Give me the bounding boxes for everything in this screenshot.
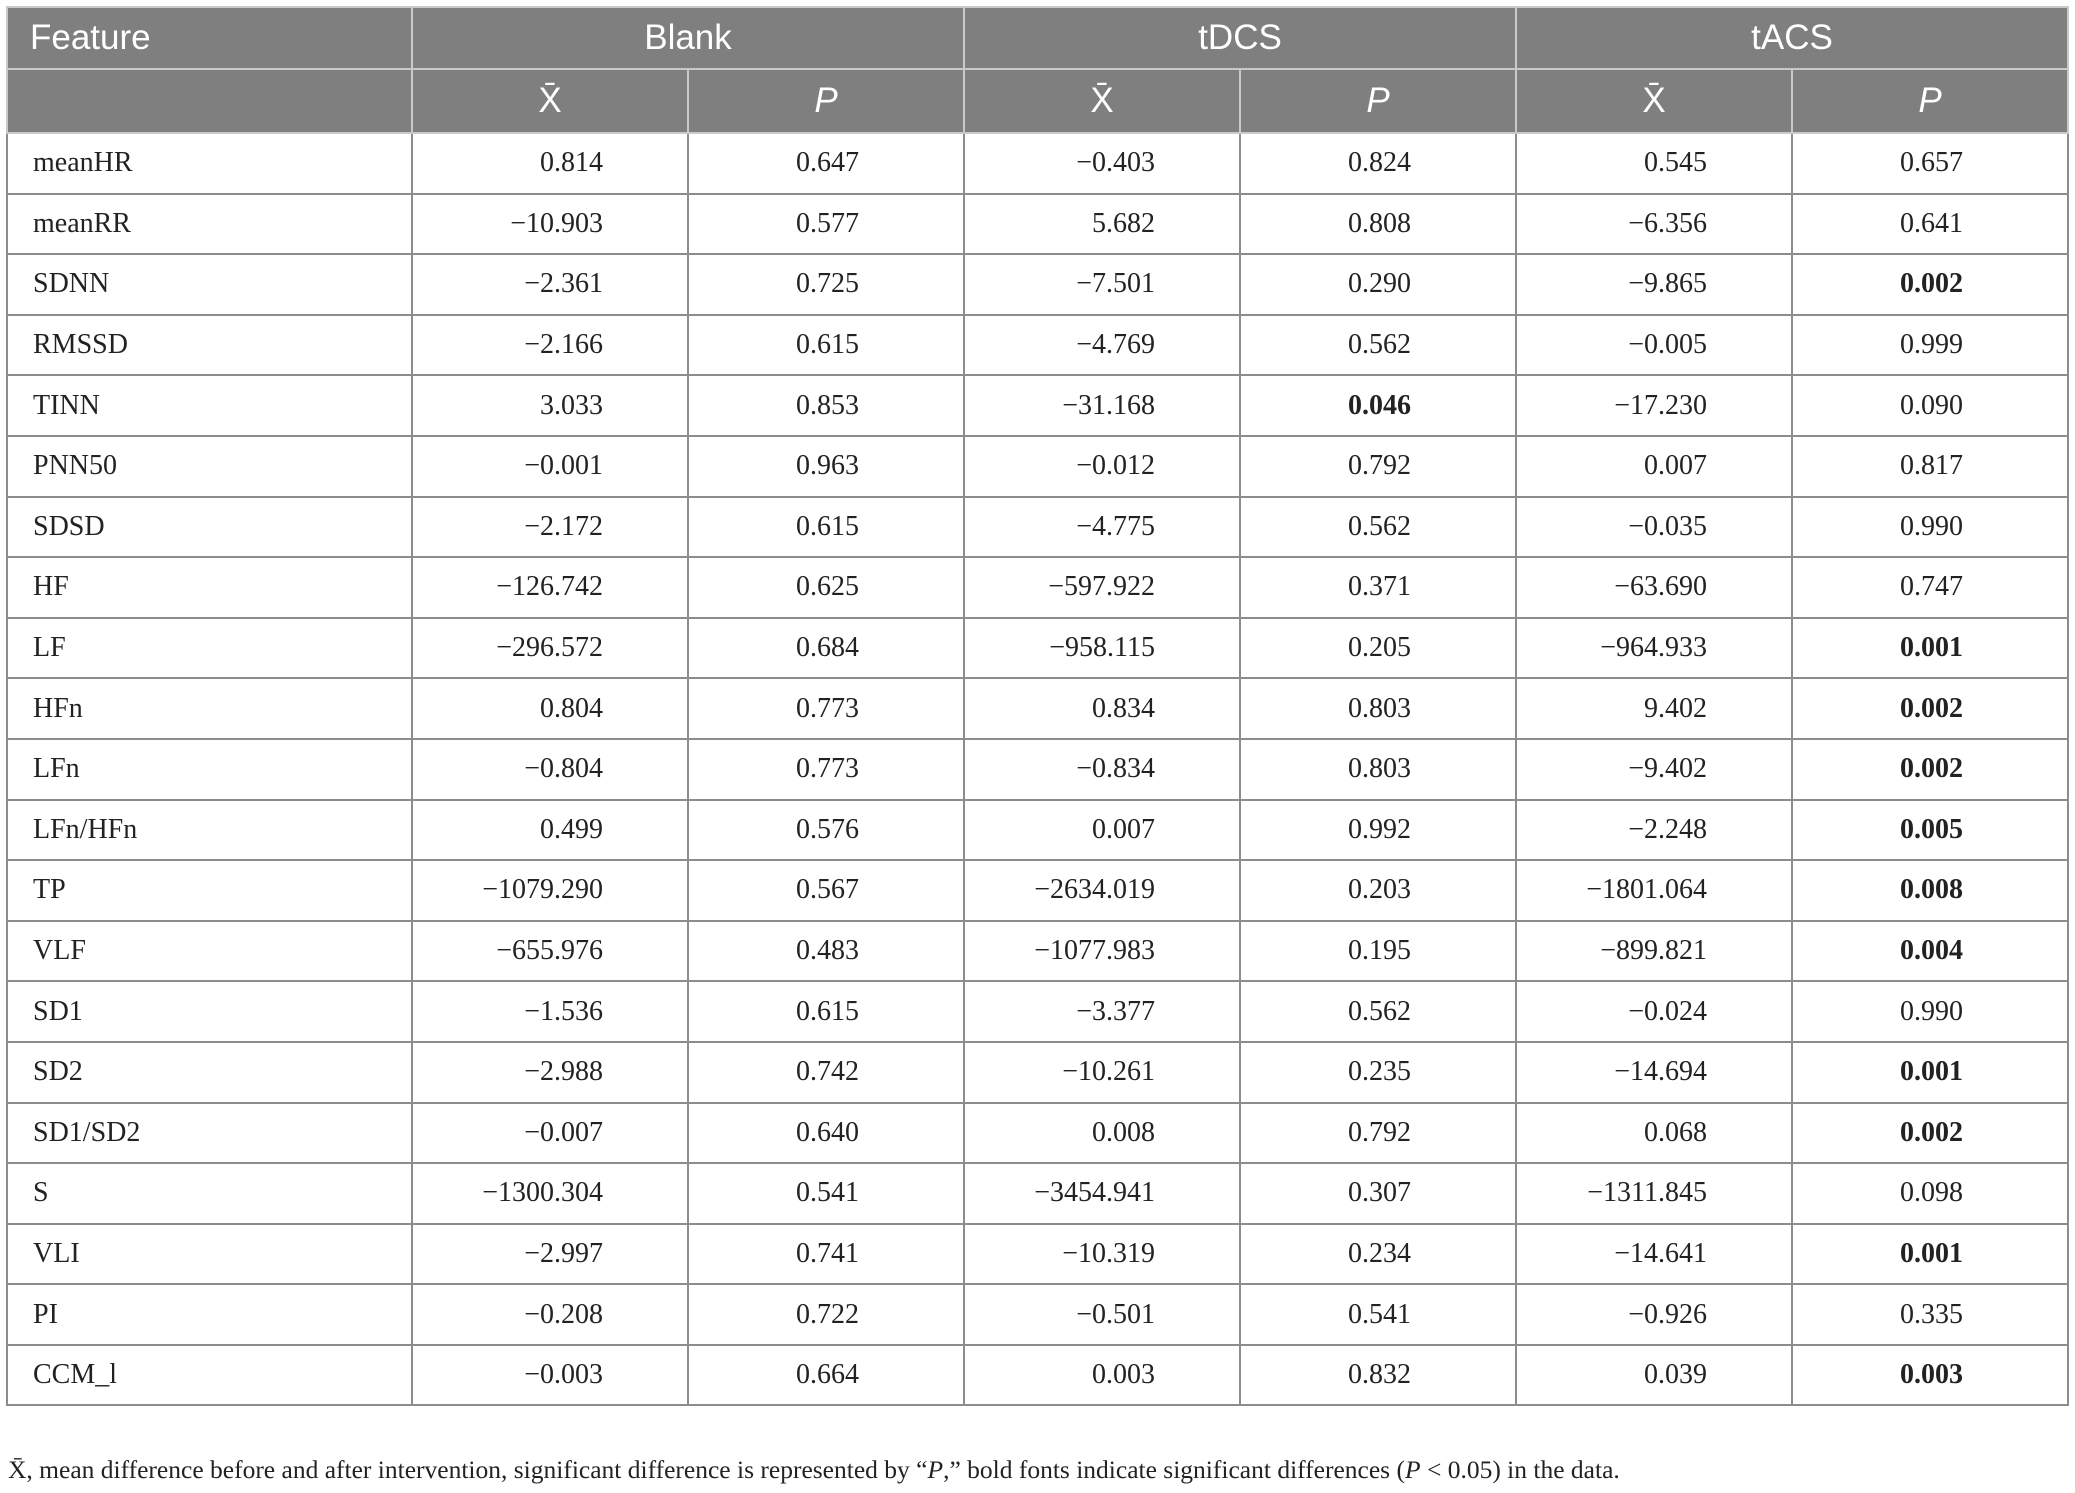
table-row	[7, 557, 2068, 618]
p-value-cell-blank: 0.625	[688, 557, 964, 618]
mean-diff-cell-blank: −2.988	[412, 1042, 688, 1103]
table-row	[7, 254, 2068, 315]
feature-cell: S	[7, 1163, 412, 1224]
p-value-cell-tdcs: 0.195	[1240, 921, 1516, 982]
mean-diff-cell-tacs: −14.694	[1516, 1042, 1792, 1103]
mean-diff-cell-blank: 0.814	[412, 133, 688, 194]
p-value-cell-blank: 0.640	[688, 1103, 964, 1164]
mean-diff-cell-tdcs: −3454.941	[964, 1163, 1240, 1224]
table-row	[7, 678, 2068, 739]
mean-diff-cell-tacs: −63.690	[1516, 557, 1792, 618]
feature-cell: meanHR	[7, 133, 412, 194]
mean-diff-cell-blank: −1300.304	[412, 1163, 688, 1224]
mean-diff-cell-tdcs: −958.115	[964, 618, 1240, 679]
mean-diff-cell-blank: −1.536	[412, 981, 688, 1042]
table-row	[7, 800, 2068, 861]
mean-diff-cell-tdcs: −4.769	[964, 315, 1240, 376]
mean-diff-cell-tacs: 0.007	[1516, 436, 1792, 497]
table-row	[7, 981, 2068, 1042]
p-value-cell-blank: 0.483	[688, 921, 964, 982]
p-value-cell-tacs: 0.990	[1792, 981, 2068, 1042]
mean-diff-cell-blank: −0.804	[412, 739, 688, 800]
mean-diff-cell-blank: −2.997	[412, 1224, 688, 1285]
header-p-tdcs: P	[1240, 69, 1516, 133]
p-value-cell-blank: 0.541	[688, 1163, 964, 1224]
p-value-cell-tdcs: 0.992	[1240, 800, 1516, 861]
p-value-cell-tdcs: 0.803	[1240, 678, 1516, 739]
table-row	[7, 194, 2068, 255]
footnote-part3: < 0.05) in the data.	[1420, 1455, 1620, 1484]
p-value-cell-tdcs: 0.832	[1240, 1345, 1516, 1406]
p-value-cell-tacs: 0.999	[1792, 315, 2068, 376]
p-value-cell-tacs: 0.001	[1792, 1224, 2068, 1285]
feature-cell: meanRR	[7, 194, 412, 255]
mean-diff-cell-blank: −1079.290	[412, 860, 688, 921]
header-group-tacs: tACS	[1516, 7, 2068, 69]
p-value-cell-tdcs: 0.307	[1240, 1163, 1516, 1224]
feature-cell: HFn	[7, 678, 412, 739]
feature-cell: CCM_l	[7, 1345, 412, 1406]
mean-diff-cell-tdcs: −2634.019	[964, 860, 1240, 921]
mean-diff-cell-blank: −655.976	[412, 921, 688, 982]
p-value-cell-tacs: 0.747	[1792, 557, 2068, 618]
table-row	[7, 315, 2068, 376]
p-value-cell-tdcs: 0.792	[1240, 1103, 1516, 1164]
p-value-cell-blank: 0.615	[688, 981, 964, 1042]
mean-diff-cell-tacs: −17.230	[1516, 375, 1792, 436]
header-p-tacs: P	[1792, 69, 2068, 133]
table-row	[7, 921, 2068, 982]
mean-diff-cell-tdcs: −31.168	[964, 375, 1240, 436]
mean-diff-cell-blank: 0.499	[412, 800, 688, 861]
table-row	[7, 1345, 2068, 1406]
mean-diff-cell-tdcs: −1077.983	[964, 921, 1240, 982]
p-value-cell-tacs: 0.002	[1792, 739, 2068, 800]
feature-cell: SDNN	[7, 254, 412, 315]
p-value-cell-tdcs: 0.562	[1240, 315, 1516, 376]
feature-cell: LFn	[7, 739, 412, 800]
mean-diff-cell-tacs: −0.005	[1516, 315, 1792, 376]
mean-diff-cell-tacs: −9.402	[1516, 739, 1792, 800]
p-value-cell-tacs: 0.641	[1792, 194, 2068, 255]
mean-diff-cell-tacs: −899.821	[1516, 921, 1792, 982]
table-row	[7, 497, 2068, 558]
header-feature-blank-cell	[7, 69, 412, 133]
mean-diff-cell-tdcs: 5.682	[964, 194, 1240, 255]
mean-diff-cell-tdcs: −10.319	[964, 1224, 1240, 1285]
table-row	[7, 739, 2068, 800]
mean-diff-cell-blank: 0.804	[412, 678, 688, 739]
p-value-cell-blank: 0.577	[688, 194, 964, 255]
footnote-p-symbol-2: P	[1404, 1455, 1421, 1484]
mean-diff-cell-tdcs: 0.834	[964, 678, 1240, 739]
mean-diff-cell-tacs: −9.865	[1516, 254, 1792, 315]
table-footnote	[8, 1455, 2068, 1485]
mean-diff-cell-tacs: −0.926	[1516, 1284, 1792, 1345]
table-row	[7, 1163, 2068, 1224]
p-value-cell-tdcs: 0.562	[1240, 981, 1516, 1042]
p-value-cell-tdcs: 0.046	[1240, 375, 1516, 436]
mean-diff-cell-blank: −2.172	[412, 497, 688, 558]
mean-diff-cell-tdcs: −10.261	[964, 1042, 1240, 1103]
mean-diff-cell-tacs: 0.039	[1516, 1345, 1792, 1406]
header-group-tdcs: tDCS	[964, 7, 1516, 69]
mean-diff-cell-tacs: −1311.845	[1516, 1163, 1792, 1224]
mean-diff-cell-blank: −296.572	[412, 618, 688, 679]
mean-diff-cell-blank: −10.903	[412, 194, 688, 255]
p-value-cell-blank: 0.664	[688, 1345, 964, 1406]
p-value-cell-blank: 0.647	[688, 133, 964, 194]
p-value-cell-blank: 0.773	[688, 678, 964, 739]
mean-diff-cell-tdcs: −0.403	[964, 133, 1240, 194]
p-value-cell-tacs: 0.098	[1792, 1163, 2068, 1224]
p-value-cell-tacs: 0.990	[1792, 497, 2068, 558]
feature-cell: PI	[7, 1284, 412, 1345]
p-value-cell-blank: 0.722	[688, 1284, 964, 1345]
p-value-cell-tdcs: 0.205	[1240, 618, 1516, 679]
table-container	[6, 6, 2069, 1406]
p-value-cell-blank: 0.773	[688, 739, 964, 800]
feature-cell: SD2	[7, 1042, 412, 1103]
p-value-cell-tacs: 0.002	[1792, 678, 2068, 739]
feature-cell: PNN50	[7, 436, 412, 497]
footnote-part1: X̄, mean difference before and after intervention, significant difference is represented by “	[8, 1455, 928, 1484]
mean-diff-cell-tdcs: −0.012	[964, 436, 1240, 497]
feature-cell: SDSD	[7, 497, 412, 558]
p-value-cell-tdcs: 0.824	[1240, 133, 1516, 194]
feature-cell: SD1/SD2	[7, 1103, 412, 1164]
mean-diff-cell-blank: −0.007	[412, 1103, 688, 1164]
p-value-cell-tacs: 0.335	[1792, 1284, 2068, 1345]
header-mean-tdcs: X̄	[964, 69, 1240, 133]
p-value-cell-tdcs: 0.235	[1240, 1042, 1516, 1103]
mean-diff-cell-tdcs: 0.003	[964, 1345, 1240, 1406]
mean-diff-cell-blank: −2.166	[412, 315, 688, 376]
table-body	[7, 133, 2068, 1405]
p-value-cell-tdcs: 0.371	[1240, 557, 1516, 618]
p-value-cell-tdcs: 0.792	[1240, 436, 1516, 497]
mean-diff-cell-tdcs: 0.007	[964, 800, 1240, 861]
table-row	[7, 1284, 2068, 1345]
p-value-cell-blank: 0.742	[688, 1042, 964, 1103]
mean-diff-cell-tacs: −2.248	[1516, 800, 1792, 861]
mean-diff-cell-tacs: −0.024	[1516, 981, 1792, 1042]
table-row	[7, 375, 2068, 436]
table-row	[7, 1224, 2068, 1285]
mean-diff-cell-blank: −2.361	[412, 254, 688, 315]
mean-diff-cell-tdcs: −3.377	[964, 981, 1240, 1042]
feature-cell: SD1	[7, 981, 412, 1042]
feature-cell: VLI	[7, 1224, 412, 1285]
p-value-cell-tdcs: 0.234	[1240, 1224, 1516, 1285]
p-value-cell-tacs: 0.005	[1792, 800, 2068, 861]
mean-diff-cell-blank: 3.033	[412, 375, 688, 436]
table-row	[7, 436, 2068, 497]
mean-diff-cell-blank: −0.208	[412, 1284, 688, 1345]
mean-diff-cell-tacs: −0.035	[1516, 497, 1792, 558]
p-value-cell-tdcs: 0.562	[1240, 497, 1516, 558]
mean-diff-cell-tacs: −14.641	[1516, 1224, 1792, 1285]
p-value-cell-tacs: 0.657	[1792, 133, 2068, 194]
mean-diff-cell-tacs: −1801.064	[1516, 860, 1792, 921]
p-value-cell-blank: 0.725	[688, 254, 964, 315]
mean-diff-cell-tdcs: −0.834	[964, 739, 1240, 800]
feature-cell: LFn/HFn	[7, 800, 412, 861]
p-value-cell-tdcs: 0.541	[1240, 1284, 1516, 1345]
feature-cell: TP	[7, 860, 412, 921]
mean-diff-cell-blank: −0.003	[412, 1345, 688, 1406]
mean-diff-cell-tacs: −6.356	[1516, 194, 1792, 255]
p-value-cell-blank: 0.963	[688, 436, 964, 497]
table-row	[7, 860, 2068, 921]
mean-diff-cell-tdcs: −0.501	[964, 1284, 1240, 1345]
table-row	[7, 1103, 2068, 1164]
footnote-part2: ,” bold fonts indicate significant differences (	[943, 1455, 1405, 1484]
mean-diff-cell-blank: −126.742	[412, 557, 688, 618]
p-value-cell-tacs: 0.001	[1792, 618, 2068, 679]
feature-cell: RMSSD	[7, 315, 412, 376]
mean-diff-cell-tacs: 0.068	[1516, 1103, 1792, 1164]
table-row	[7, 133, 2068, 194]
mean-diff-cell-tacs: 0.545	[1516, 133, 1792, 194]
p-value-cell-tdcs: 0.203	[1240, 860, 1516, 921]
table-header	[7, 7, 2068, 133]
p-value-cell-blank: 0.576	[688, 800, 964, 861]
p-value-cell-tdcs: 0.808	[1240, 194, 1516, 255]
feature-cell: VLF	[7, 921, 412, 982]
p-value-cell-blank: 0.567	[688, 860, 964, 921]
header-feature: Feature	[7, 7, 412, 69]
p-value-cell-tacs: 0.001	[1792, 1042, 2068, 1103]
p-value-cell-blank: 0.684	[688, 618, 964, 679]
mean-diff-cell-tdcs: −7.501	[964, 254, 1240, 315]
p-value-cell-tacs: 0.817	[1792, 436, 2068, 497]
feature-cell: TINN	[7, 375, 412, 436]
mean-diff-cell-tdcs: 0.008	[964, 1103, 1240, 1164]
footnote-p-symbol: P	[927, 1455, 944, 1484]
header-mean-blank: X̄	[412, 69, 688, 133]
p-value-cell-tacs: 0.003	[1792, 1345, 2068, 1406]
p-value-cell-blank: 0.741	[688, 1224, 964, 1285]
p-value-cell-tdcs: 0.290	[1240, 254, 1516, 315]
p-value-cell-tacs: 0.002	[1792, 1103, 2068, 1164]
feature-cell: HF	[7, 557, 412, 618]
mean-diff-cell-tacs: 9.402	[1516, 678, 1792, 739]
mean-diff-cell-tacs: −964.933	[1516, 618, 1792, 679]
p-value-cell-blank: 0.615	[688, 315, 964, 376]
results-table	[6, 6, 2069, 1406]
table-row	[7, 1042, 2068, 1103]
mean-diff-cell-blank: −0.001	[412, 436, 688, 497]
header-p-blank: P	[688, 69, 964, 133]
mean-diff-cell-tdcs: −597.922	[964, 557, 1240, 618]
feature-cell: LF	[7, 618, 412, 679]
p-value-cell-blank: 0.615	[688, 497, 964, 558]
p-value-cell-tacs: 0.002	[1792, 254, 2068, 315]
p-value-cell-tacs: 0.008	[1792, 860, 2068, 921]
table-row	[7, 618, 2068, 679]
mean-diff-cell-tdcs: −4.775	[964, 497, 1240, 558]
p-value-cell-tacs: 0.090	[1792, 375, 2068, 436]
header-mean-tacs: X̄	[1516, 69, 1792, 133]
p-value-cell-blank: 0.853	[688, 375, 964, 436]
p-value-cell-tacs: 0.004	[1792, 921, 2068, 982]
header-group-blank: Blank	[412, 7, 964, 69]
p-value-cell-tdcs: 0.803	[1240, 739, 1516, 800]
